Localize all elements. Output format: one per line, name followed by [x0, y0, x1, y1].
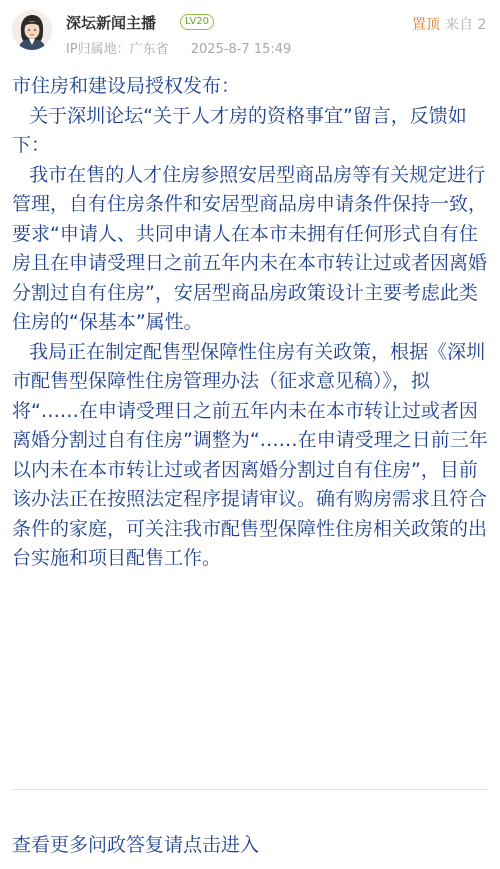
divider — [12, 789, 488, 790]
post-meta — [66, 38, 299, 57]
content-paragraph-heading: 市住房和建设局授权发布： — [12, 75, 241, 97]
news-anchor-avatar-icon — [12, 10, 52, 50]
author-avatar[interactable] — [12, 10, 52, 50]
post-content — [12, 72, 492, 574]
post-timestamp: 2025-8-7 15:49 — [190, 42, 292, 57]
post-header — [0, 0, 500, 62]
source-tag: 来自 2 — [445, 17, 487, 33]
content-paragraph: 我局正在制定配售型保障性住房有关政策，根据《深圳市配售型保障性住房管理办法（征求意见稿）》，拟将“……在申请受理日之前五年内未在本市转让过或者因离婚分割过自有住房”调整为“……在申请受理之日前三年以内未在本市转让过或者因离婚分割过自有住房”，目前该办法正在按照法定程序提请审议。确有购房需求且符合条件的家庭，可关注我市配售型保障性住房相关政策的出台实施和项目配售工作。 — [12, 340, 488, 569]
ip-location: IP归属地：广东省 — [66, 42, 169, 57]
level-badge: LV20 — [180, 14, 214, 30]
pinned-tag: 置顶 — [412, 17, 440, 33]
author-name[interactable]: 深坛新闻主播 — [66, 14, 157, 32]
more-replies-link[interactable]: 查看更多问政答复请点击进入 — [12, 834, 260, 856]
content-paragraph: 我市在售的人才住房参照安居型商品房等有关规定进行管理，自有住房条件和安居型商品房申请条件保持一致，要求“申请人、共同申请人在本市未拥有任何形式自有住房且在申请受理日之前五年内未在本市转让过或者因离婚分割过自有住房”，安居型商品房政策设计主要考虑此类住房的“保基本”属性。 — [12, 163, 488, 333]
content-paragraph: 关于深圳论坛“关于人才房的资格事宜”留言，反馈如下： — [12, 104, 467, 156]
